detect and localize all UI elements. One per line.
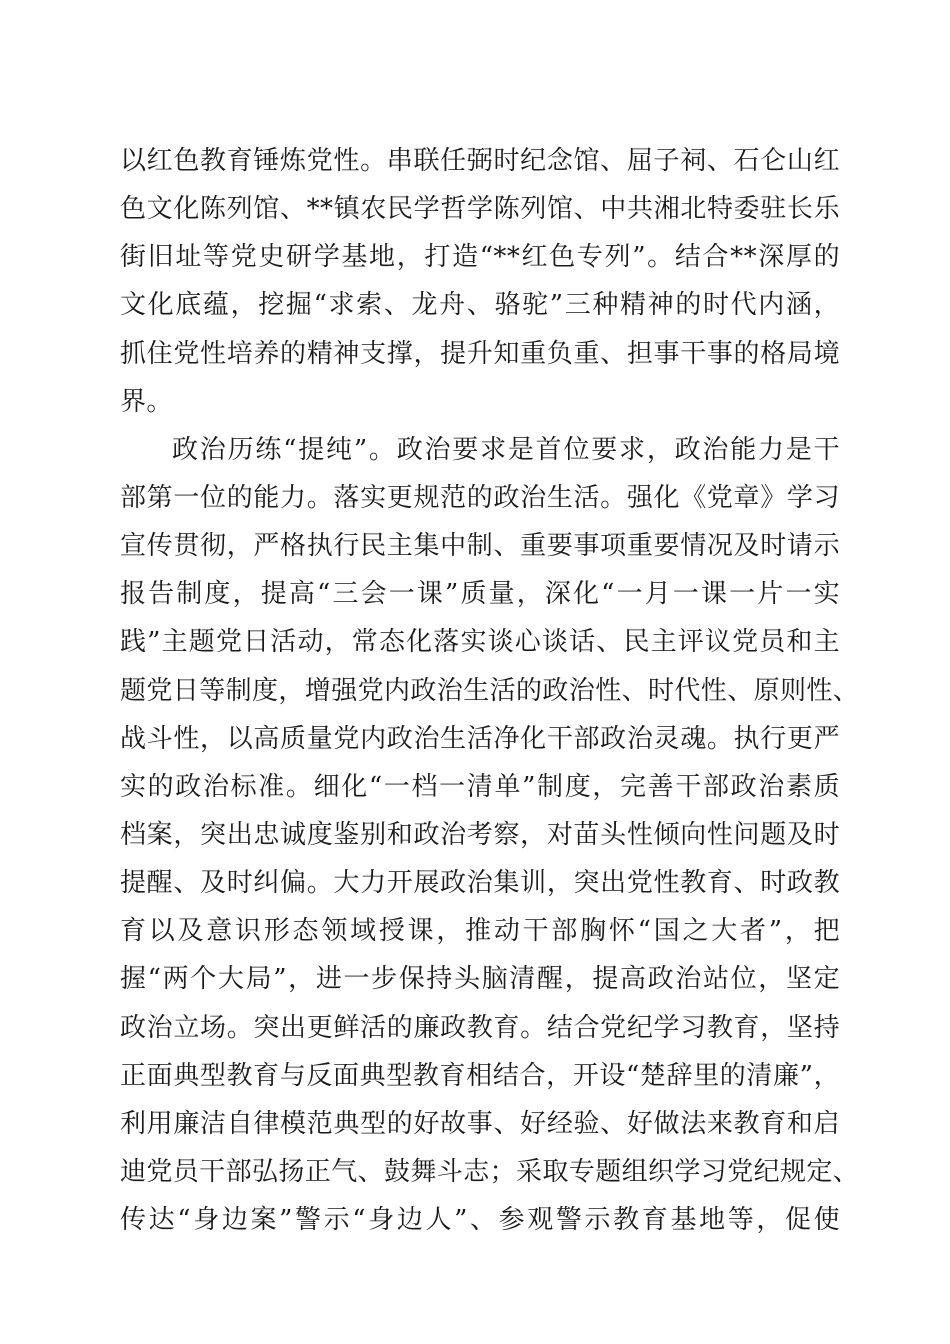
text-line: 正面典型教育与反面典型教育相结合，开设“楚辞里的清廉”，	[120, 1060, 840, 1091]
text-line: 战斗性，以高质量党内政治生活净化干部政治灵魂。执行更严	[120, 723, 840, 754]
text-line: 以红色教育锤炼党性。串联任弼时纪念馆、屈子祠、石仑山红	[120, 146, 840, 176]
text-line: 利用廉洁自律模范典型的好故事、好经验、好做法来教育和启	[120, 1108, 840, 1139]
text-line: 传达“身边案”警示“身边人”、参观警示教育基地等，促使	[120, 1205, 840, 1236]
text-line: 界。	[120, 386, 173, 417]
text-line: 题党日等制度，增强党内政治生活的政治性、时代性、原则性、	[120, 675, 860, 706]
text-line: 色文化陈列馆、**镇农民学哲学陈列馆、中共湘北特委驻长乐	[120, 194, 840, 225]
body-text	[120, 137, 860, 1244]
text-line: 实的政治标准。细化“一档一清单”制度，完善干部政治素质	[120, 771, 840, 802]
text-line: 育以及意识形态领域授课，推动干部胸怀“国之大者”，把	[120, 916, 840, 947]
text-line: 政治历练“提纯”。政治要求是首位要求，政治能力是干	[172, 434, 840, 465]
text-line: 握“两个大局”，进一步保持头脑清醒，提高政治站位，坚定	[120, 964, 840, 995]
text-line: 街旧址等党史研学基地，打造“**红色专列”。结合**深厚的	[120, 242, 840, 273]
text-line: 迪党员干部弘扬正气、鼓舞斗志；采取专题组织学习党纪规定、	[120, 1156, 860, 1187]
paragraph-political-training	[120, 426, 860, 1244]
text-line: 抓住党性培养的精神支撑，提升知重负重、担事干事的格局境	[120, 338, 840, 369]
text-line: 报告制度，提高“三会一课”质量，深化“一月一课一片一实	[120, 579, 840, 610]
text-line: 宣传贯彻，严格执行民主集中制、重要事项重要情况及时请示	[120, 531, 840, 562]
text-line: 践”主题党日活动，常态化落实谈心谈话、民主评议党员和主	[120, 627, 840, 658]
text-line: 文化底蕴，挖掘“求索、龙舟、骆驼”三种精神的时代内涵，	[120, 290, 840, 321]
paragraph-red-education	[120, 137, 840, 426]
text-line: 提醒、及时纠偏。大力开展政治集训，突出党性教育、时政教	[120, 868, 840, 899]
text-line: 部第一位的能力。落实更规范的政治生活。强化《党章》学习	[120, 482, 840, 513]
text-line: 政治立场。突出更鲜活的廉政教育。结合党纪学习教育，坚持	[120, 1012, 840, 1043]
text-line: 档案，突出忠诚度鉴别和政治考察，对苗头性倾向性问题及时	[120, 819, 840, 850]
